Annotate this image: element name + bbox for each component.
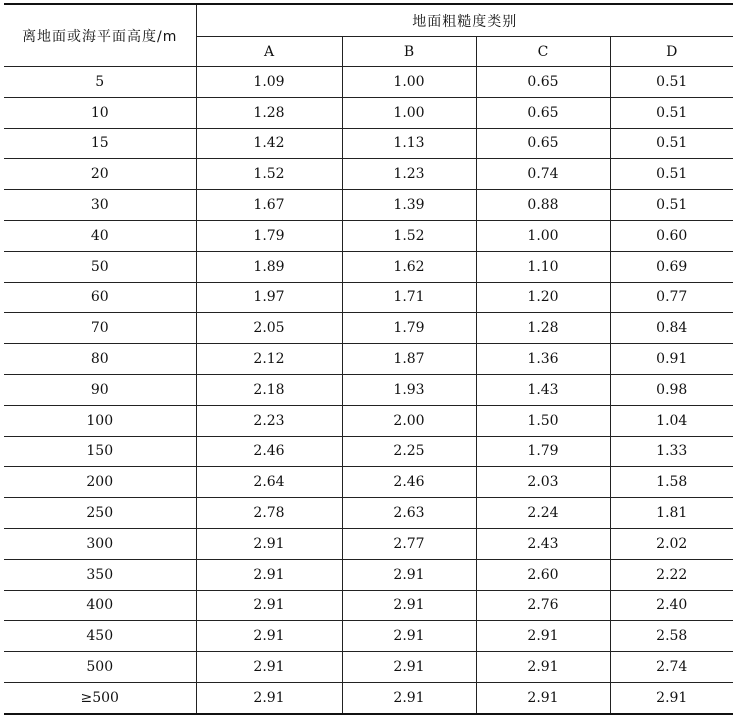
coefficient-cell-c: 1.10 xyxy=(476,251,610,282)
coefficient-cell-b: 2.91 xyxy=(342,682,476,713)
coefficient-cell-b: 2.25 xyxy=(342,436,476,467)
coefficient-cell-a: 1.79 xyxy=(196,220,342,251)
coefficient-cell-b: 2.91 xyxy=(342,559,476,590)
coefficient-cell-d: 1.33 xyxy=(610,436,733,467)
column-header-c: C xyxy=(476,37,610,67)
coefficient-cell-d: 2.02 xyxy=(610,528,733,559)
coefficient-cell-c: 1.28 xyxy=(476,313,610,344)
coefficient-cell-b: 1.93 xyxy=(342,374,476,405)
table-row xyxy=(4,374,733,405)
coefficient-cell-c: 2.03 xyxy=(476,467,610,498)
height-cell: 200 xyxy=(4,467,196,498)
coefficient-cell-a: 2.78 xyxy=(196,498,342,529)
coefficient-cell-d: 2.40 xyxy=(610,590,733,621)
coefficient-cell-c: 2.76 xyxy=(476,590,610,621)
table-row xyxy=(4,652,733,683)
data-table-container xyxy=(4,3,733,715)
coefficient-cell-b: 1.00 xyxy=(342,67,476,98)
coefficient-cell-a: 2.91 xyxy=(196,528,342,559)
coefficient-cell-a: 1.28 xyxy=(196,97,342,128)
height-cell: 100 xyxy=(4,405,196,436)
table-header xyxy=(4,4,733,67)
coefficient-cell-a: 2.91 xyxy=(196,559,342,590)
coefficient-cell-c: 0.88 xyxy=(476,190,610,221)
coefficient-cell-d: 0.98 xyxy=(610,374,733,405)
table-row xyxy=(4,590,733,621)
coefficient-cell-d: 1.04 xyxy=(610,405,733,436)
coefficient-cell-a: 1.09 xyxy=(196,67,342,98)
coefficient-cell-d: 0.60 xyxy=(610,220,733,251)
height-cell: 20 xyxy=(4,159,196,190)
coefficient-cell-d: 2.74 xyxy=(610,652,733,683)
coefficient-cell-a: 1.97 xyxy=(196,282,342,313)
coefficient-cell-d: 1.58 xyxy=(610,467,733,498)
height-cell: 40 xyxy=(4,220,196,251)
table-row xyxy=(4,97,733,128)
table-row xyxy=(4,282,733,313)
column-header-a: A xyxy=(196,37,342,67)
table-row xyxy=(4,344,733,375)
coefficient-cell-a: 2.91 xyxy=(196,652,342,683)
coefficient-cell-c: 2.91 xyxy=(476,652,610,683)
coefficient-cell-b: 1.71 xyxy=(342,282,476,313)
coefficient-cell-a: 2.18 xyxy=(196,374,342,405)
coefficient-cell-a: 1.67 xyxy=(196,190,342,221)
coefficient-cell-d: 0.77 xyxy=(610,282,733,313)
table-body xyxy=(4,67,733,714)
coefficient-cell-c: 0.65 xyxy=(476,128,610,159)
table-row xyxy=(4,436,733,467)
coefficient-cell-c: 2.24 xyxy=(476,498,610,529)
coefficient-cell-d: 0.51 xyxy=(610,97,733,128)
coefficient-cell-a: 2.91 xyxy=(196,590,342,621)
table-row xyxy=(4,159,733,190)
height-cell: 300 xyxy=(4,528,196,559)
coefficient-cell-b: 2.77 xyxy=(342,528,476,559)
coefficient-cell-b: 2.46 xyxy=(342,467,476,498)
height-cell: 80 xyxy=(4,344,196,375)
coefficient-cell-d: 2.22 xyxy=(610,559,733,590)
coefficient-cell-b: 1.13 xyxy=(342,128,476,159)
table-row xyxy=(4,251,733,282)
coefficient-cell-d: 0.91 xyxy=(610,344,733,375)
coefficient-cell-b: 2.00 xyxy=(342,405,476,436)
table-row xyxy=(4,621,733,652)
table-row xyxy=(4,313,733,344)
coefficient-cell-b: 2.63 xyxy=(342,498,476,529)
table-row xyxy=(4,528,733,559)
height-column-header: 离地面或海平面高度/m xyxy=(4,4,196,67)
table-row xyxy=(4,67,733,98)
coefficient-cell-a: 2.64 xyxy=(196,467,342,498)
height-cell: 5 xyxy=(4,67,196,98)
height-cell: 30 xyxy=(4,190,196,221)
coefficient-cell-b: 1.23 xyxy=(342,159,476,190)
coefficient-cell-d: 0.51 xyxy=(610,67,733,98)
coefficient-cell-d: 0.51 xyxy=(610,190,733,221)
coefficient-cell-b: 1.62 xyxy=(342,251,476,282)
height-cell: 15 xyxy=(4,128,196,159)
table-row xyxy=(4,190,733,221)
column-header-b: B xyxy=(342,37,476,67)
height-cell: 10 xyxy=(4,97,196,128)
height-cell: 150 xyxy=(4,436,196,467)
coefficient-cell-b: 2.91 xyxy=(342,652,476,683)
coefficient-cell-d: 0.51 xyxy=(610,128,733,159)
wind-height-coefficient-table xyxy=(4,3,733,715)
height-cell: 60 xyxy=(4,282,196,313)
table-row xyxy=(4,467,733,498)
coefficient-cell-a: 2.23 xyxy=(196,405,342,436)
coefficient-cell-c: 0.65 xyxy=(476,67,610,98)
coefficient-cell-c: 2.91 xyxy=(476,621,610,652)
coefficient-cell-b: 2.91 xyxy=(342,621,476,652)
coefficient-cell-b: 1.00 xyxy=(342,97,476,128)
coefficient-cell-d: 0.84 xyxy=(610,313,733,344)
coefficient-cell-c: 1.00 xyxy=(476,220,610,251)
coefficient-cell-a: 1.42 xyxy=(196,128,342,159)
coefficient-cell-d: 0.51 xyxy=(610,159,733,190)
height-cell: 90 xyxy=(4,374,196,405)
height-cell: 450 xyxy=(4,621,196,652)
coefficient-cell-c: 1.43 xyxy=(476,374,610,405)
coefficient-cell-a: 2.46 xyxy=(196,436,342,467)
table-row xyxy=(4,498,733,529)
coefficient-cell-a: 2.91 xyxy=(196,682,342,713)
table-row xyxy=(4,559,733,590)
column-header-d: D xyxy=(610,37,733,67)
coefficient-cell-d: 1.81 xyxy=(610,498,733,529)
height-cell: 70 xyxy=(4,313,196,344)
coefficient-cell-c: 2.43 xyxy=(476,528,610,559)
coefficient-cell-b: 2.91 xyxy=(342,590,476,621)
height-cell: 50 xyxy=(4,251,196,282)
coefficient-cell-a: 2.05 xyxy=(196,313,342,344)
coefficient-cell-c: 2.60 xyxy=(476,559,610,590)
coefficient-cell-c: 0.74 xyxy=(476,159,610,190)
table-row xyxy=(4,128,733,159)
coefficient-cell-a: 1.89 xyxy=(196,251,342,282)
coefficient-cell-c: 1.20 xyxy=(476,282,610,313)
height-cell: 500 xyxy=(4,652,196,683)
coefficient-cell-c: 0.65 xyxy=(476,97,610,128)
coefficient-cell-b: 1.52 xyxy=(342,220,476,251)
table-row xyxy=(4,220,733,251)
roughness-group-header: 地面粗糙度类别 xyxy=(196,4,733,37)
coefficient-cell-d: 2.91 xyxy=(610,682,733,713)
height-cell: 250 xyxy=(4,498,196,529)
coefficient-cell-b: 1.79 xyxy=(342,313,476,344)
coefficient-cell-b: 1.87 xyxy=(342,344,476,375)
coefficient-cell-c: 2.91 xyxy=(476,682,610,713)
height-cell: 400 xyxy=(4,590,196,621)
coefficient-cell-a: 1.52 xyxy=(196,159,342,190)
coefficient-cell-c: 1.79 xyxy=(476,436,610,467)
coefficient-cell-d: 0.69 xyxy=(610,251,733,282)
coefficient-cell-a: 2.91 xyxy=(196,621,342,652)
coefficient-cell-c: 1.36 xyxy=(476,344,610,375)
coefficient-cell-a: 2.12 xyxy=(196,344,342,375)
height-cell: 350 xyxy=(4,559,196,590)
coefficient-cell-d: 2.58 xyxy=(610,621,733,652)
coefficient-cell-b: 1.39 xyxy=(342,190,476,221)
table-row xyxy=(4,405,733,436)
coefficient-cell-c: 1.50 xyxy=(476,405,610,436)
table-row xyxy=(4,682,733,713)
height-cell: ≥500 xyxy=(4,682,196,713)
